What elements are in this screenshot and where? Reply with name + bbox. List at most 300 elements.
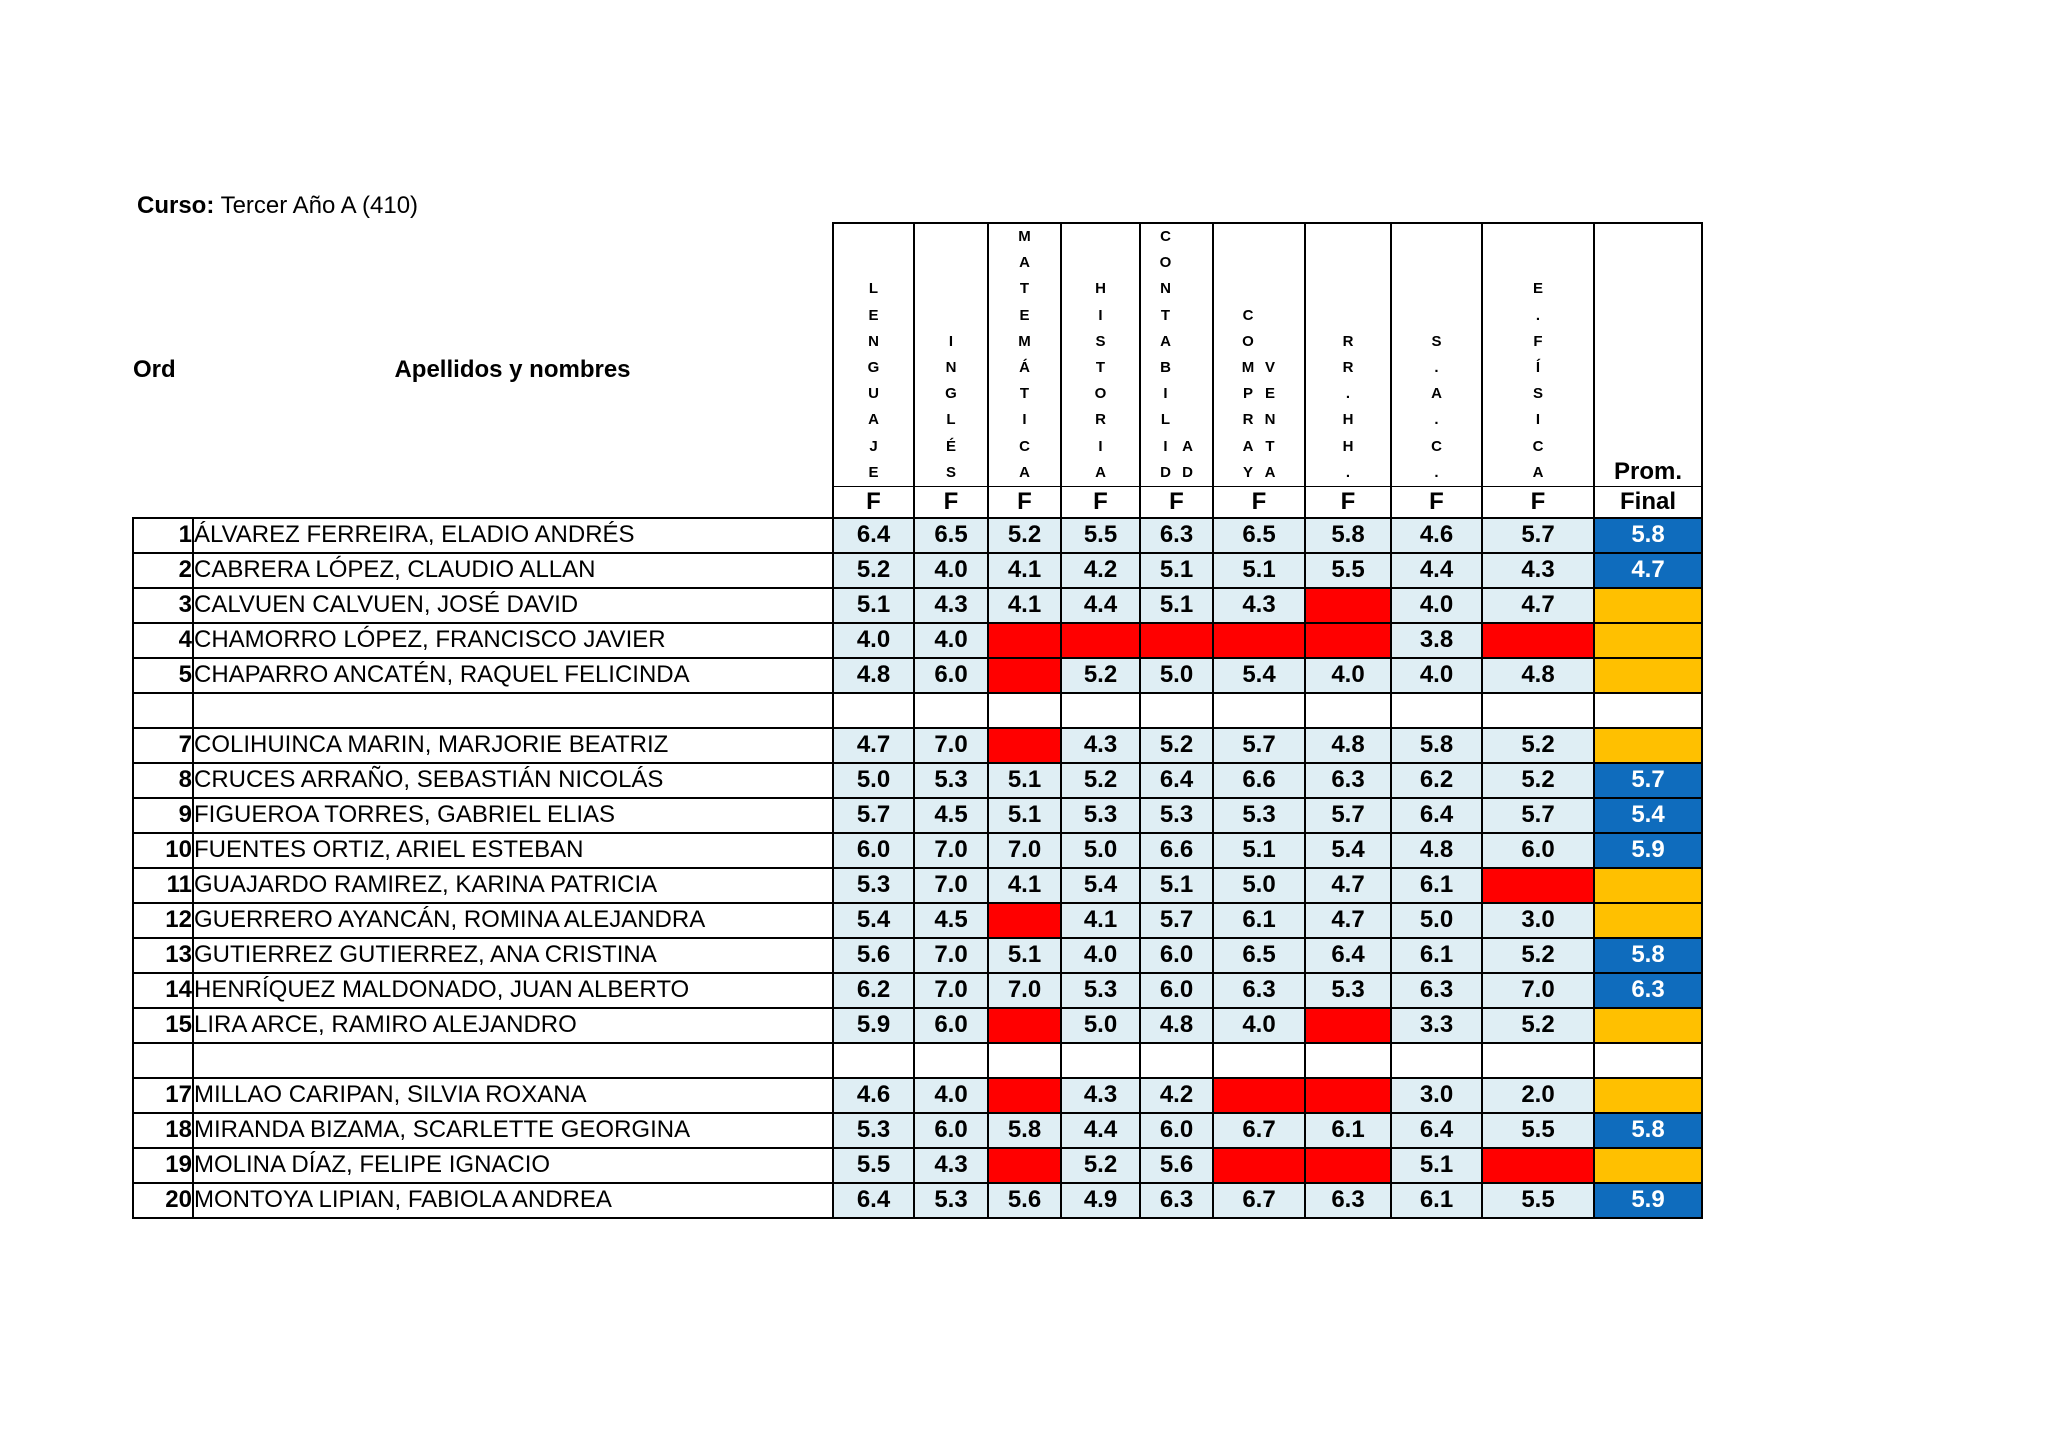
grade-cell-matematica (988, 903, 1061, 938)
grade-cell-rrhh (1305, 623, 1391, 658)
subject-letter: E (1532, 280, 1543, 298)
grade-cell-compraventa: 6.3 (1213, 973, 1305, 1008)
grade-cell-lenguaje: 5.2 (833, 553, 914, 588)
subject-letter: . (1345, 385, 1351, 403)
subject-letter: S (1095, 332, 1106, 350)
student-row (133, 763, 1702, 798)
grade-cell-compraventa: 6.1 (1213, 903, 1305, 938)
grade-cell-efisica: 2.0 (1482, 1078, 1594, 1113)
grade-cell-rrhh: 5.3 (1305, 973, 1391, 1008)
grade-cell-efisica: 4.8 (1482, 658, 1594, 693)
grade-cell-lenguaje (833, 693, 914, 728)
subject-letter-column (1177, 434, 1199, 486)
grade-cell-ingles: 4.5 (914, 903, 988, 938)
student-name: GUTIERREZ GUTIERREZ, ANA CRISTINA (193, 938, 833, 973)
f-label: F (1213, 486, 1305, 518)
grade-cell-sac: 5.1 (1391, 1148, 1482, 1183)
grade-cell-sac: 3.3 (1391, 1008, 1482, 1043)
subject-header-compraventa (1213, 223, 1305, 486)
grade-cell-sac: 5.0 (1391, 903, 1482, 938)
grade-cell-lenguaje: 5.1 (833, 588, 914, 623)
ord-cell: 18 (133, 1113, 193, 1148)
student-row (133, 1008, 1702, 1043)
subject-letter: . (1345, 463, 1351, 481)
grade-cell-rrhh: 5.8 (1305, 518, 1391, 553)
subject-letter: T (1095, 358, 1106, 376)
grade-cell-rrhh: 6.4 (1305, 938, 1391, 973)
f-label: F (1061, 486, 1140, 518)
grade-cell-compraventa (1213, 623, 1305, 658)
grade-cell-compraventa (1213, 1078, 1305, 1113)
subject-letter: T (1019, 385, 1030, 403)
grades-table (132, 222, 1703, 1219)
final-average-cell: 5.7 (1594, 763, 1702, 798)
subject-letter: C (1431, 437, 1442, 455)
subject-letter: Y (1242, 463, 1253, 481)
grades-body (133, 518, 1702, 1218)
subject-letter: H (1342, 437, 1354, 455)
grade-cell-efisica: 5.2 (1482, 938, 1594, 973)
subject-header-historia (1061, 223, 1140, 486)
grade-cell-historia: 4.3 (1061, 728, 1140, 763)
subject-letter: O (1094, 385, 1107, 403)
subject-letter: L (946, 411, 956, 429)
grade-cell-compraventa: 5.0 (1213, 868, 1305, 903)
subject-letter: A (1242, 437, 1254, 455)
grade-cell-historia: 5.2 (1061, 763, 1140, 798)
grade-cell-historia: 4.2 (1061, 553, 1140, 588)
f-label: F (988, 486, 1061, 518)
grade-cell-ingles (914, 1043, 988, 1078)
final-average-cell: 5.9 (1594, 1183, 1702, 1218)
grade-cell-historia: 5.2 (1061, 658, 1140, 693)
f-label: F (914, 486, 988, 518)
grade-cell-efisica: 5.7 (1482, 518, 1594, 553)
final-average-cell: 5.9 (1594, 833, 1702, 868)
grade-cell-compraventa (1213, 693, 1305, 728)
subject-letter: . (1434, 463, 1439, 481)
final-average-cell: 4.7 (1594, 553, 1702, 588)
student-name: CALVUEN CALVUEN, JOSÉ DAVID (193, 588, 833, 623)
grade-cell-lenguaje: 5.7 (833, 798, 914, 833)
grade-cell-rrhh (1305, 1078, 1391, 1113)
grade-cell-contabilidad: 6.0 (1140, 973, 1213, 1008)
grade-cell-matematica: 5.1 (988, 938, 1061, 973)
subject-letter: I (948, 332, 954, 350)
subject-letter: V (1264, 358, 1275, 376)
student-name: ÁLVAREZ FERREIRA, ELADIO ANDRÉS (193, 518, 833, 553)
grade-cell-matematica: 7.0 (988, 833, 1061, 868)
ord-cell: 14 (133, 973, 193, 1008)
final-average-cell (1594, 1148, 1702, 1183)
ord-cell (133, 1043, 193, 1078)
subject-letter: A (868, 411, 879, 429)
grade-cell-matematica (988, 1078, 1061, 1113)
grade-cell-matematica: 5.1 (988, 798, 1061, 833)
grade-cell-matematica: 4.1 (988, 588, 1061, 623)
grade-cell-compraventa: 6.7 (1213, 1113, 1305, 1148)
final-average-cell: 5.8 (1594, 938, 1702, 973)
subject-header-rrhh (1305, 223, 1391, 486)
subject-letter: Á (1019, 358, 1030, 376)
grade-cell-historia: 5.0 (1061, 833, 1140, 868)
grade-cell-contabilidad: 5.1 (1140, 588, 1213, 623)
final-average-cell (1594, 588, 1702, 623)
subject-letter: C (1019, 437, 1030, 455)
subject-letter: I (1163, 385, 1168, 403)
student-row (133, 1148, 1702, 1183)
grade-cell-compraventa: 6.5 (1213, 938, 1305, 973)
subject-letter-column (1237, 303, 1259, 486)
f-label: F (1482, 486, 1594, 518)
grade-cell-historia: 4.1 (1061, 903, 1140, 938)
grade-cell-matematica: 5.1 (988, 763, 1061, 798)
grade-cell-matematica: 5.6 (988, 1183, 1061, 1218)
subject-letter: N (868, 332, 879, 350)
subject-letter: M (1018, 228, 1031, 245)
grade-cell-sac: 3.8 (1391, 623, 1482, 658)
final-average-cell (1594, 693, 1702, 728)
student-row (133, 868, 1702, 903)
grade-cell-ingles: 4.3 (914, 588, 988, 623)
subject-letter: L (1160, 411, 1171, 429)
student-row (133, 553, 1702, 588)
subject-letter: E (868, 306, 879, 324)
grade-cell-historia: 5.0 (1061, 1008, 1140, 1043)
student-name: CABRERA LÓPEZ, CLAUDIO ALLAN (193, 553, 833, 588)
grade-cell-contabilidad: 5.0 (1140, 658, 1213, 693)
student-name: MONTOYA LIPIAN, FABIOLA ANDREA (193, 1183, 833, 1218)
grade-cell-rrhh (1305, 1148, 1391, 1183)
student-row (133, 518, 1702, 553)
final-average-cell (1594, 728, 1702, 763)
grade-cell-matematica (988, 1148, 1061, 1183)
grade-cell-contabilidad: 5.1 (1140, 553, 1213, 588)
student-name: GUAJARDO RAMIREZ, KARINA PATRICIA (193, 868, 833, 903)
ord-header: Ord (133, 355, 176, 383)
grade-cell-sac: 6.1 (1391, 1183, 1482, 1218)
student-name (193, 693, 833, 728)
grade-cell-matematica (988, 623, 1061, 658)
subject-letter-column (863, 276, 885, 486)
student-row (133, 658, 1702, 693)
grade-cell-sac (1391, 693, 1482, 728)
subject-letter: A (1019, 463, 1030, 481)
grade-cell-rrhh: 5.5 (1305, 553, 1391, 588)
grade-cell-historia: 4.4 (1061, 1113, 1140, 1148)
grade-cell-lenguaje: 6.4 (833, 1183, 914, 1218)
subject-letter-column (1155, 224, 1177, 486)
grade-cell-historia (1061, 1043, 1140, 1078)
subject-letter-column (1426, 329, 1448, 486)
subject-letter: R (1242, 411, 1254, 429)
grade-cell-compraventa: 5.1 (1213, 553, 1305, 588)
grade-cell-rrhh: 5.7 (1305, 798, 1391, 833)
grade-cell-efisica: 7.0 (1482, 973, 1594, 1008)
grade-cell-compraventa: 4.3 (1213, 588, 1305, 623)
grade-cell-ingles: 4.0 (914, 623, 988, 658)
grade-cell-matematica: 4.1 (988, 553, 1061, 588)
subject-header-lenguaje (833, 223, 914, 486)
grade-cell-ingles: 6.5 (914, 518, 988, 553)
grade-cell-lenguaje: 4.6 (833, 1078, 914, 1113)
subject-letter: T (1265, 437, 1275, 455)
subject-header-ingles (914, 223, 988, 486)
student-name: CRUCES ARRAÑO, SEBASTIÁN NICOLÁS (193, 763, 833, 798)
ord-cell: 19 (133, 1148, 193, 1183)
ord-cell: 13 (133, 938, 193, 973)
student-name: MILLAO CARIPAN, SILVIA ROXANA (193, 1078, 833, 1113)
ord-cell: 8 (133, 763, 193, 798)
subject-letter: R (1342, 332, 1354, 350)
grade-cell-matematica (988, 658, 1061, 693)
grade-cell-matematica (988, 1043, 1061, 1078)
grade-cell-historia (1061, 623, 1140, 658)
grade-cell-rrhh: 4.7 (1305, 868, 1391, 903)
final-average-cell (1594, 1043, 1702, 1078)
grade-cell-ingles: 5.3 (914, 1183, 988, 1218)
grade-cell-contabilidad: 5.3 (1140, 798, 1213, 833)
student-row (133, 973, 1702, 1008)
grade-cell-ingles: 7.0 (914, 973, 988, 1008)
grade-cell-efisica (1482, 693, 1594, 728)
grade-cell-rrhh: 6.1 (1305, 1113, 1391, 1148)
grade-cell-efisica (1482, 1148, 1594, 1183)
grade-cell-historia: 4.0 (1061, 938, 1140, 973)
final-average-cell (1594, 1078, 1702, 1113)
subject-letter: I (1535, 411, 1541, 429)
grade-cell-lenguaje: 6.4 (833, 518, 914, 553)
grade-cell-rrhh: 4.8 (1305, 728, 1391, 763)
grade-cell-contabilidad: 4.8 (1140, 1008, 1213, 1043)
final-average-cell: 5.8 (1594, 1113, 1702, 1148)
grade-cell-efisica (1482, 623, 1594, 658)
subject-header-matematica (988, 223, 1061, 486)
student-name: FUENTES ORTIZ, ARIEL ESTEBAN (193, 833, 833, 868)
subject-letter: O (1242, 332, 1254, 350)
subject-letter: P (1242, 385, 1253, 403)
student-row (133, 798, 1702, 833)
grade-cell-rrhh (1305, 1008, 1391, 1043)
grade-cell-contabilidad: 5.6 (1140, 1148, 1213, 1183)
grade-cell-sac: 4.0 (1391, 588, 1482, 623)
grade-cell-sac: 4.6 (1391, 518, 1482, 553)
grade-cell-rrhh (1305, 588, 1391, 623)
final-average-cell (1594, 1008, 1702, 1043)
grade-cell-compraventa: 4.0 (1213, 1008, 1305, 1043)
grade-cell-efisica: 4.3 (1482, 553, 1594, 588)
header-row (133, 223, 1702, 486)
student-row (133, 1078, 1702, 1113)
ord-cell: 7 (133, 728, 193, 763)
final-average-cell (1594, 868, 1702, 903)
grade-cell-efisica: 5.2 (1482, 728, 1594, 763)
grade-cell-sac: 4.8 (1391, 833, 1482, 868)
subject-letter: R (1095, 411, 1106, 429)
subject-letter: O (1159, 254, 1172, 272)
subject-letter: Í (1535, 358, 1541, 376)
ord-cell: 2 (133, 553, 193, 588)
final-average-cell (1594, 623, 1702, 658)
subject-letter: M (1018, 332, 1031, 350)
subject-letter: N (1160, 280, 1171, 298)
student-name: HENRÍQUEZ MALDONADO, JUAN ALBERTO (193, 973, 833, 1008)
subject-letter-column (1527, 276, 1549, 486)
grade-cell-rrhh: 6.3 (1305, 763, 1391, 798)
grade-cell-lenguaje: 5.4 (833, 903, 914, 938)
grade-cell-lenguaje: 5.3 (833, 1113, 914, 1148)
subject-letter: E (868, 463, 879, 481)
ord-cell: 3 (133, 588, 193, 623)
grade-cell-contabilidad: 5.7 (1140, 903, 1213, 938)
final-average-cell: 6.3 (1594, 973, 1702, 1008)
student-name: CHAMORRO LÓPEZ, FRANCISCO JAVIER (193, 623, 833, 658)
grade-cell-contabilidad: 5.1 (1140, 868, 1213, 903)
grade-cell-ingles: 4.5 (914, 798, 988, 833)
grade-cell-sac: 4.4 (1391, 553, 1482, 588)
subject-letter-column (1090, 276, 1112, 486)
grade-cell-matematica (988, 1008, 1061, 1043)
subject-letter-column (1014, 224, 1036, 486)
grade-cell-compraventa: 5.3 (1213, 798, 1305, 833)
grade-cell-historia: 4.4 (1061, 588, 1140, 623)
subject-letter: A (1182, 437, 1193, 455)
grade-cell-contabilidad: 4.2 (1140, 1078, 1213, 1113)
grade-cell-sac: 6.1 (1391, 868, 1482, 903)
grade-cell-sac: 6.3 (1391, 973, 1482, 1008)
grade-cell-contabilidad: 6.3 (1140, 1183, 1213, 1218)
grade-cell-lenguaje: 6.0 (833, 833, 914, 868)
grade-cell-historia (1061, 693, 1140, 728)
subject-letter: D (1160, 463, 1171, 481)
subject-letter: E (1019, 306, 1030, 324)
subject-letter: B (1160, 358, 1171, 376)
student-name: MIRANDA BIZAMA, SCARLETTE GEORGINA (193, 1113, 833, 1148)
ord-cell: 10 (133, 833, 193, 868)
subject-letter: G (945, 385, 957, 403)
grade-cell-contabilidad (1140, 1043, 1213, 1078)
grade-cell-contabilidad: 6.6 (1140, 833, 1213, 868)
subject-header-sac (1391, 223, 1482, 486)
grade-cell-ingles (914, 693, 988, 728)
grade-cell-sac: 6.2 (1391, 763, 1482, 798)
ord-cell: 5 (133, 658, 193, 693)
final-average-cell: 5.4 (1594, 798, 1702, 833)
subject-letter: C (1532, 437, 1544, 455)
grade-cell-ingles: 6.0 (914, 658, 988, 693)
grade-cell-matematica (988, 728, 1061, 763)
subject-letter: I (1098, 306, 1103, 324)
grade-cell-sac: 6.4 (1391, 798, 1482, 833)
grade-cell-historia: 4.9 (1061, 1183, 1140, 1218)
subject-letter: U (868, 385, 879, 403)
grade-cell-efisica: 5.5 (1482, 1113, 1594, 1148)
grade-cell-contabilidad: 5.2 (1140, 728, 1213, 763)
grade-cell-efisica (1482, 868, 1594, 903)
subject-letter-column (1337, 329, 1359, 486)
subject-letter: N (1264, 411, 1276, 429)
subject-letter-column (940, 329, 962, 486)
ord-cell (133, 693, 193, 728)
ord-cell: 4 (133, 623, 193, 658)
subject-letter: S (1431, 332, 1442, 350)
grade-cell-ingles: 7.0 (914, 868, 988, 903)
subject-letter: T (1160, 306, 1171, 324)
grade-cell-sac (1391, 1043, 1482, 1078)
ord-cell: 17 (133, 1078, 193, 1113)
student-row (133, 728, 1702, 763)
prom-header: Prom. (1594, 223, 1702, 486)
grade-cell-lenguaje (833, 1043, 914, 1078)
grade-cell-matematica: 5.2 (988, 518, 1061, 553)
grade-cell-rrhh (1305, 1043, 1391, 1078)
grade-cell-efisica: 5.2 (1482, 1008, 1594, 1043)
final-average-cell (1594, 658, 1702, 693)
grade-cell-efisica: 3.0 (1482, 903, 1594, 938)
grade-cell-ingles: 4.3 (914, 1148, 988, 1183)
student-name: FIGUEROA TORRES, GABRIEL ELIAS (193, 798, 833, 833)
subject-letter: M (1241, 358, 1255, 376)
subject-letter: A (1019, 254, 1030, 272)
grade-cell-rrhh: 4.0 (1305, 658, 1391, 693)
subject-letter: N (945, 358, 957, 376)
grade-cell-ingles: 4.0 (914, 1078, 988, 1113)
subject-letter: H (1342, 411, 1354, 429)
grade-cell-sac: 3.0 (1391, 1078, 1482, 1113)
grade-cell-compraventa (1213, 1148, 1305, 1183)
grade-cell-compraventa: 5.1 (1213, 833, 1305, 868)
grade-cell-rrhh: 6.3 (1305, 1183, 1391, 1218)
subject-letter: F (1533, 332, 1543, 350)
grade-cell-ingles: 7.0 (914, 938, 988, 973)
course-label: Curso: (137, 192, 215, 219)
grade-cell-matematica: 7.0 (988, 973, 1061, 1008)
grade-cell-ingles: 6.0 (914, 1113, 988, 1148)
grade-cell-lenguaje: 5.6 (833, 938, 914, 973)
grade-cell-sac: 4.0 (1391, 658, 1482, 693)
grade-cell-ingles: 6.0 (914, 1008, 988, 1043)
student-row (133, 588, 1702, 623)
subject-letter: J (869, 437, 878, 455)
grade-cell-lenguaje: 4.7 (833, 728, 914, 763)
ord-cell: 20 (133, 1183, 193, 1218)
grade-cell-contabilidad (1140, 623, 1213, 658)
grade-cell-historia: 5.3 (1061, 798, 1140, 833)
grade-cell-historia: 5.5 (1061, 518, 1140, 553)
grade-cell-contabilidad: 6.0 (1140, 938, 1213, 973)
student-name: GUERRERO AYANCÁN, ROMINA ALEJANDRA (193, 903, 833, 938)
blank-row (133, 693, 1702, 728)
final-average-cell (1594, 903, 1702, 938)
grade-cell-compraventa: 5.7 (1213, 728, 1305, 763)
grade-cell-efisica: 5.7 (1482, 798, 1594, 833)
grade-cell-rrhh: 4.7 (1305, 903, 1391, 938)
grade-cell-ingles: 5.3 (914, 763, 988, 798)
subject-letter: C (1160, 228, 1171, 245)
grade-cell-compraventa: 6.5 (1213, 518, 1305, 553)
subject-letter: T (1019, 280, 1030, 298)
student-row (133, 1183, 1702, 1218)
grade-cell-ingles: 7.0 (914, 833, 988, 868)
subject-letter: G (867, 358, 880, 376)
grade-cell-efisica (1482, 1043, 1594, 1078)
student-name: MOLINA DÍAZ, FELIPE IGNACIO (193, 1148, 833, 1183)
grade-cell-lenguaje: 5.9 (833, 1008, 914, 1043)
grade-cell-lenguaje: 6.2 (833, 973, 914, 1008)
course-value: Tercer Año A (410) (220, 192, 419, 219)
grade-cell-lenguaje: 5.0 (833, 763, 914, 798)
subject-letter: H (1095, 280, 1106, 298)
